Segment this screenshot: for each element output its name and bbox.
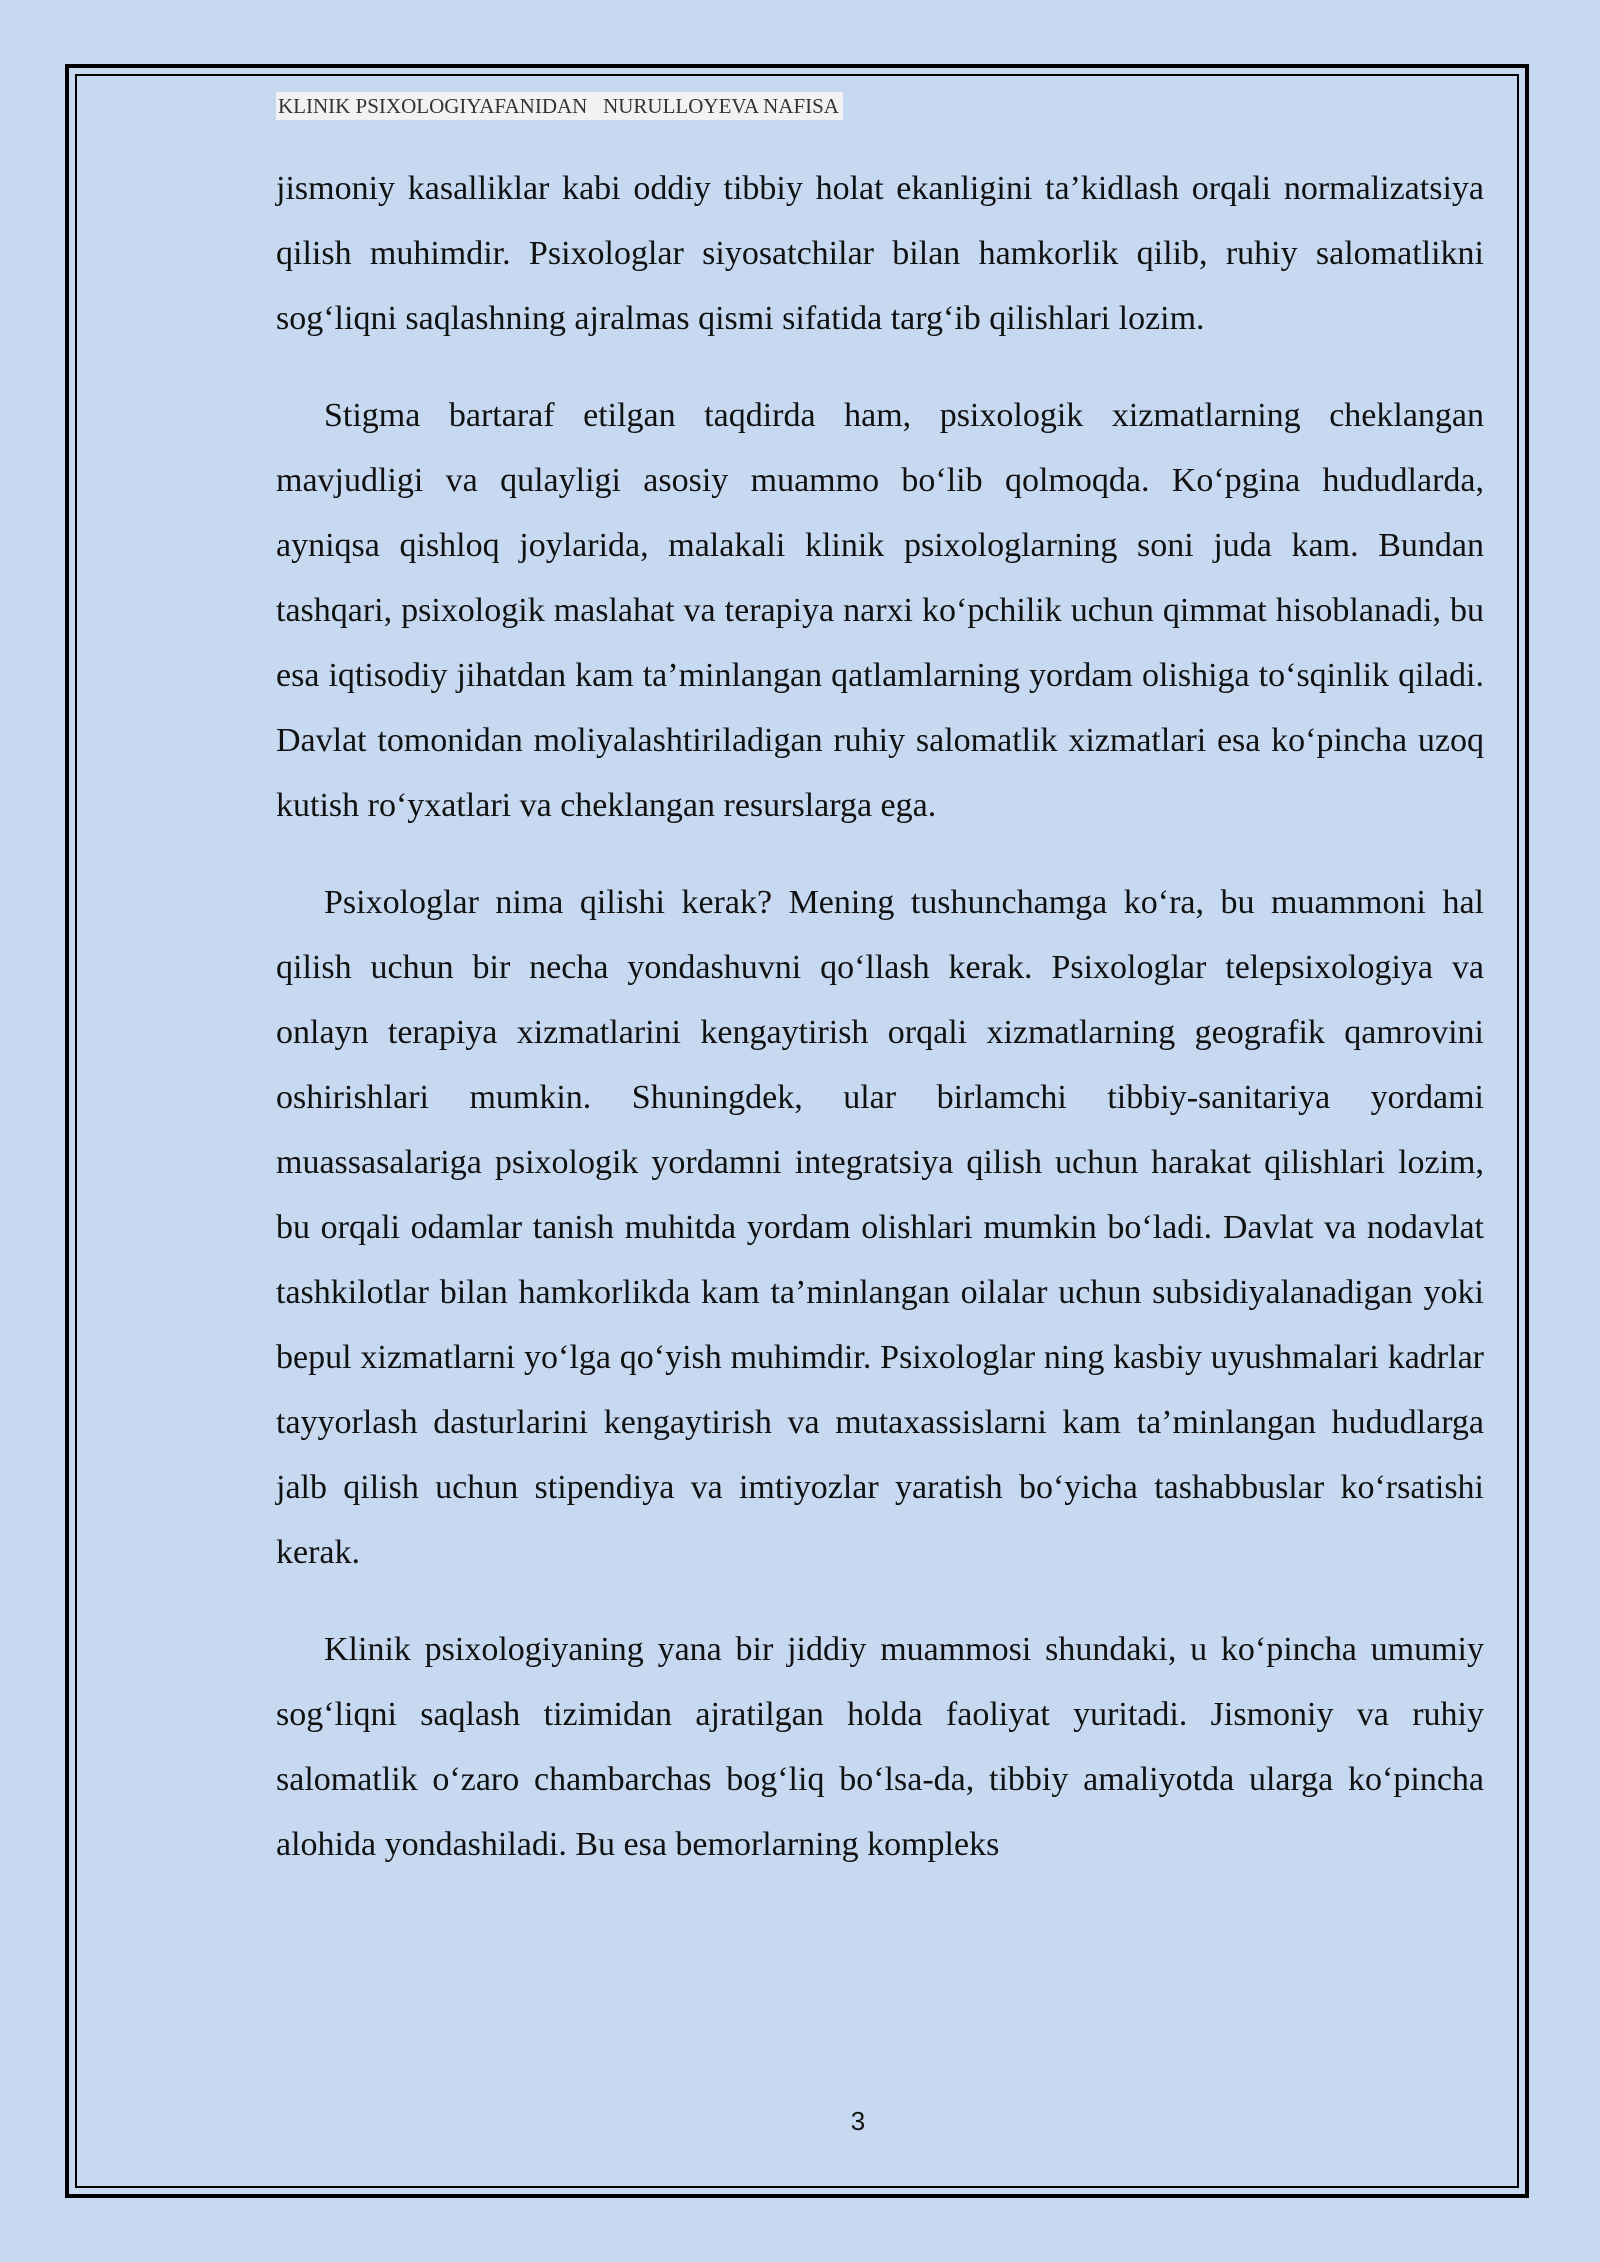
- page-header: KLINIK PSIXOLOGIYAFANIDAN NURULLOYEVA NAFISA: [276, 92, 843, 120]
- paragraph-2: Stigma bartaraf etilgan taqdirda ham, psixologik xizmatlarning cheklangan mavjudligi va qulayligi asosiy muammo bo‘lib qolmoqda. Ko‘pgina hududlarda, ayniqsa qishloq joylarida, malakali klinik psixologlarning soni juda kam. Bundan tashqari, psixologik maslahat va terapiya narxi ko‘pchilik uchun qimmat hisoblanadi, bu esa iqtisodiy jihatdan kam ta’minlangan qatlamlarning yordam olishiga to‘sqinlik qiladi. Davlat tomonidan moliyalashtiriladigan ruhiy salomatlik xizmatlari esa ko‘pincha uzoq kutish ro‘yxatlari va cheklangan resurslarga ega.: [276, 397, 1484, 824]
- document-body: [276, 156, 1484, 1909]
- paragraph-3: Psixologlar nima qilishi kerak? Mening tushunchamga ko‘ra, bu muammoni hal qilish uchun bir necha yondashuvni qo‘llash kerak. Psixologlar telepsixologiya va onlayn terapiya xizmatlarini kengaytirish orqali xizmatlarning geografik qamrovini oshirishlari mumkin. Shuningdek, ular birlamchi tibbiy-sanitariya yordami muassasalariga psixologik yordamni integratsiya qilish uchun harakat qilishlari lozim, bu orqali odamlar tanish muhitda yordam olishlari mumkin bo‘ladi. Davlat va nodavlat tashkilotlar bilan hamkorlikda kam ta’minlangan oilalar uchun subsidiyalanadigan yoki bepul xizmatlarni yo‘lga qo‘yish muhimdir. Psixologlar ning kasbiy uyushmalari kadrlar tayyorlash dasturlarini kengaytirish va mutaxassislarni kam ta’minlangan hududlarga jalb qilish uchun stipendiya va imtiyozlar yaratish bo‘yicha tashabbuslar ko‘rsatishi kerak.: [276, 884, 1484, 1571]
- paragraph-1: jismoniy kasalliklar kabi oddiy tibbiy holat ekanligini ta’kidlash orqali normalizatsiya qilish muhimdir. Psixologlar siyosatchilar bilan hamkorlik qilib, ruhiy salomatlikni sog‘liqni saqlashning ajralmas qismi sifatida targ‘ib qilishlari lozim.: [276, 170, 1484, 337]
- paragraph-4: Klinik psixologiyaning yana bir jiddiy muammosi shundaki, u ko‘pincha umumiy sog‘liqni saqlash tizimidan ajratilgan holda faoliyat yuritadi. Jismoniy va ruhiy salomatlik o‘zaro chambarchas bog‘liq bo‘lsa-da, tibbiy amaliyotda ularga ko‘pincha alohida yondashiladi. Bu esa bemorlarning kompleks: [276, 1631, 1484, 1863]
- page-number: 3: [850, 2106, 866, 2136]
